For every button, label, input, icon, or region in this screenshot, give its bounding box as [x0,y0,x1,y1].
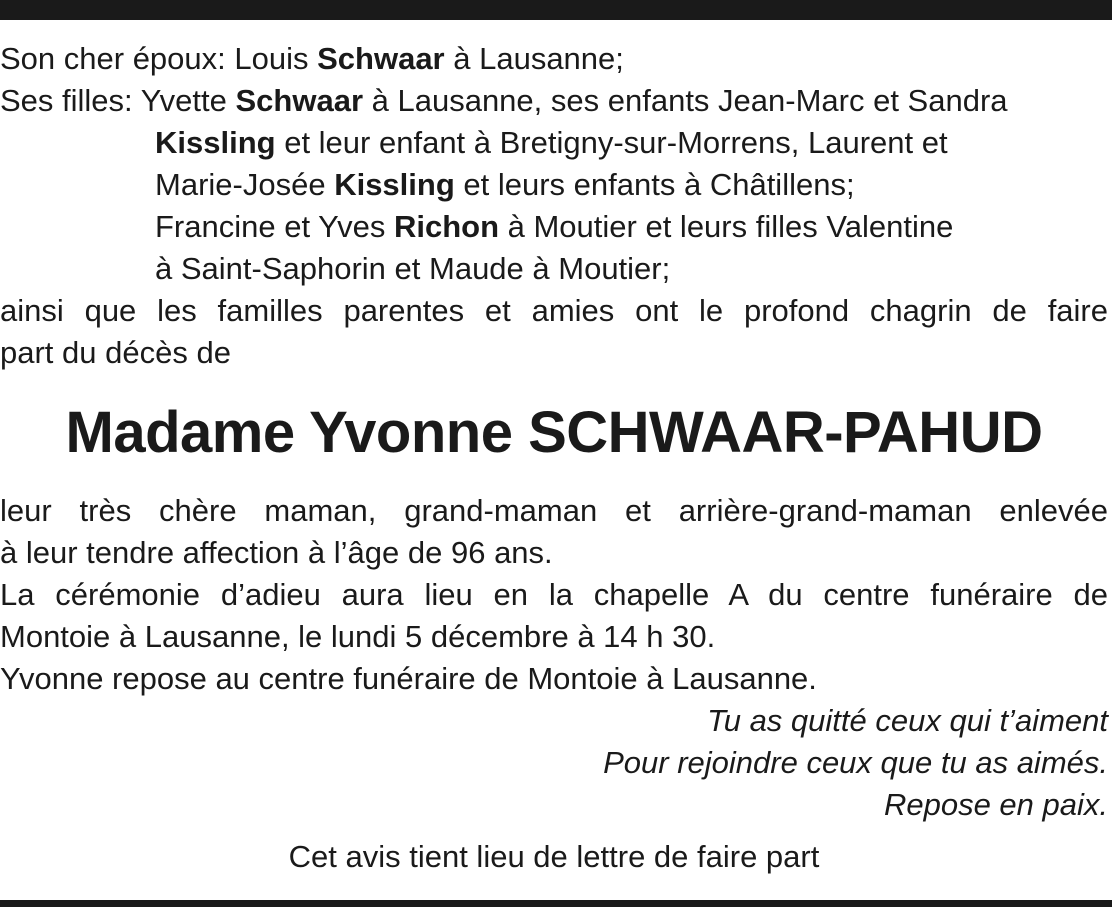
spouse-surname: Schwaar [317,41,445,76]
surname-richon: Richon [393,209,500,244]
line3-prefix: Marie-Josée [155,167,335,202]
poem-line: Pour rejoindre ceux que tu as aimés. [603,745,1108,780]
obituary-notice [0,38,1108,878]
bottom-rule [0,900,1112,907]
spouse-line [0,38,1108,80]
poem-line: Repose en paix. [883,787,1108,822]
surname-kissling-2: Kissling [334,167,455,202]
daughter-surname: Schwaar [235,83,364,118]
closing-note: Cet avis tient lieu de lettre de faire part [288,839,820,874]
deceased-name: Madame Yvonne SCHWAAR-PAHUD [65,400,1043,465]
spouse-suffix: à Lausanne; [444,41,624,76]
daughters-line-4 [0,206,1108,248]
body-line-4: Montoie à Lausanne, le lundi 5 décembre à 14 h 30. [0,619,716,654]
line3-suffix: et leurs enfants à Châtillens; [454,167,855,202]
poem-line: Tu as quitté ceux qui t’aiment [707,703,1108,738]
spouse-prefix: Son cher époux: Louis [0,41,318,76]
body-line-3: La cérémonie d’adieu aura lieu en la chapelle A du centre funéraire de [0,577,1108,612]
daughters-line-2 [0,122,1108,164]
announce-line-2: part du décès de [0,335,231,370]
daughters-suffix: à Lausanne, ses enfants Jean-Marc et Sandra [363,83,1008,118]
line2-text: et leur enfant à Bretigny-sur-Morrens, Laurent et [275,125,948,160]
surname-kissling: Kissling [155,125,276,160]
line4-prefix: Francine et Yves [155,209,394,244]
daughters-prefix: Ses filles: Yvette [0,83,236,118]
announce-line-1: ainsi que les familles parentes et amies ont le profond chagrin de faire [0,293,1108,328]
daughters-line-1 [0,80,1108,122]
daughters-line-5: à Saint-Saphorin et Maude à Moutier; [155,251,671,286]
top-rule [0,0,1112,20]
body-line-1: leur très chère maman, grand-maman et arrière-grand-maman enlevée [0,493,1108,528]
body-line-2: à leur tendre affection à l’âge de 96 ans. [0,535,553,570]
body-line-5: Yvonne repose au centre funéraire de Montoie à Lausanne. [0,661,817,696]
poem [0,700,1108,826]
daughters-line-3 [0,164,1108,206]
line4-suffix: à Moutier et leurs filles Valentine [499,209,954,244]
